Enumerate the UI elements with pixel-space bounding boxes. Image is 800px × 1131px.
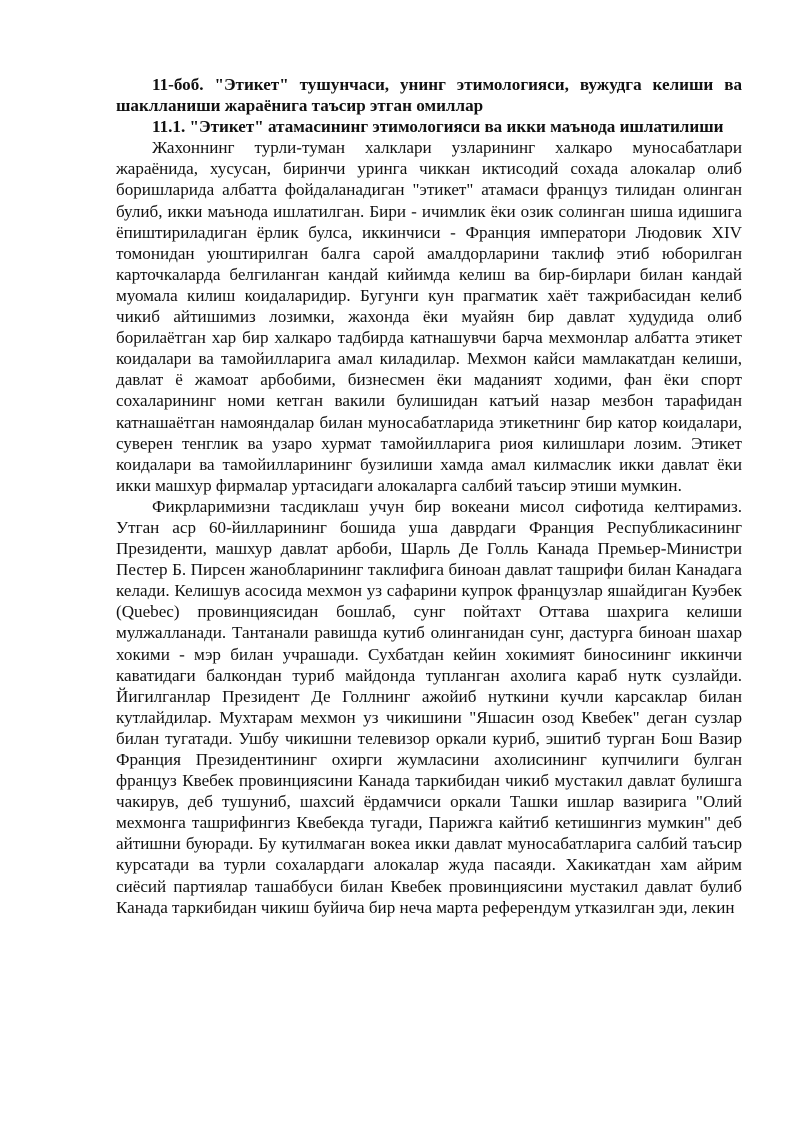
body-paragraph: Жахоннинг турли-туман халклари узларининг халкаро муносабатлари жараёнида, хусусан, биринчи уринга чиккан иктисодий сохада алокалар олиб боришларида албатта фойдаланадиган "этикет" атамаси француз тилидан олинган булиб, икки маънода ишлатилган. Бири - ичимлик ёки озик солинган шиша идишига ёпиштириладиган ёрлик булса, иккинчиси - Франция императори Людовик XIV томонидан уюштирилган балга сарой амалдорларини таклиф этиб юборилган карточкаларда белгиланган кандай кийимда келиш ва бир-бирлари билан кандай муомала килиш коидаларидир. Бугунги кун прагматик хаёт тажрибасидан келиб чикиб айтишимиз лозимки, жахонда ёки муайян бир давлат худудида олиб борилаётган хар бир халкаро тадбирда катнашувчи барча мехмонлар албатта этикет коидалари ва тамойилларига амал киладилар. Мехмон кайси мамлакатдан келиши, давлат ё жамоат арбобими, бизнесмен ёки маданият ходими, фан ёки спорт сохаларининг номи кетган вакили булишидан катъий назар мезбон тарафидан катнашаётган намояндалар билан муносабатларида этикетнинг бир катор коидалари, суверен тенглик ва узаро хурмат тамойилларига риоя килишлари лозим. Этикет коидалари ва тамойилларининг бузилиши хамда амал килмаслик икки давлат ёки икки машхур фирмалар уртасидаги алокаларга салбий таъсир этиши мумкин. xyxy=(116,138,742,495)
chapter-heading: 11-боб. "Этикет" тушунчаси, унинг этимологияси, вужудга келиши ва шаклланиши жараёнига таъсир этган омиллар xyxy=(116,75,742,116)
body-paragraph: Фикрларимизни тасдиклаш учун бир вокеани мисол сифотида келтирамиз. Утган аср 60-йилларининг бошида уша даврдаги Франция Республикасининг Президенти, машхур давлат арбоби, Шарль Де Голль Канада Премьер-Министри Пестер Б. Пирсен жанобларининг таклифига биноан давлат ташрифи билан Канадага келади. Келишув асосида мехмон уз сафарини купрок французлар яшайдиган Куэбек (Quebec) провинциясидан бошлаб, сунг пойтахт Оттава шахрига келиши мулжалланади. Тантанали равишда кутиб олинганидан сунг, дастурга биноан шахар хокими - мэр билан учрашади. Сухбатдан кейин хокимият биносининг иккинчи каватидаги балкондан туриб майдонда тупланган ахолига караб нутк сузлайди. Йигилганлар Президент Де Голлнинг ажойиб нуткини кучли карсаклар билан кутлайдилар. Мухтарам мехмон уз чикишини "Яшасин озод Квебек" деган сузлар билан тугатади. Ушбу чикишни телевизор оркали куриб, эшитиб турган Бош Вазир Франция Президентининг охирги жумласини ахолисининг купчилиги булган француз Квебек провинциясини Канада таркибидан чикиб мустакил давлат булишга чакирув, деб тушуниб, шахсий ёрдамчиси оркали Ташки ишлар вазирига "Олий мехмонга ташрифингиз Квебекда тугади, Парижга кайтиб кетишингиз мумкин" деб айтишни буюради. Бу кутилмаган вокеа икки давлат муносабатларига салбий таъсир курсатади ва турли сохалардаги алокалар жуда пасаяди. Хакикатдан хам айрим сиёсий партиялар ташаббуси билан Квебек провинциясини мустакил давлат булиб Канада таркибидан чикиш буйича бир неча марта референдум утказилган эди, лекин xyxy=(116,496,742,917)
document-page xyxy=(116,74,742,918)
section-heading: 11.1. "Этикет" атамасининг этимологияси ва икки маънода ишлатилиши xyxy=(152,117,724,137)
